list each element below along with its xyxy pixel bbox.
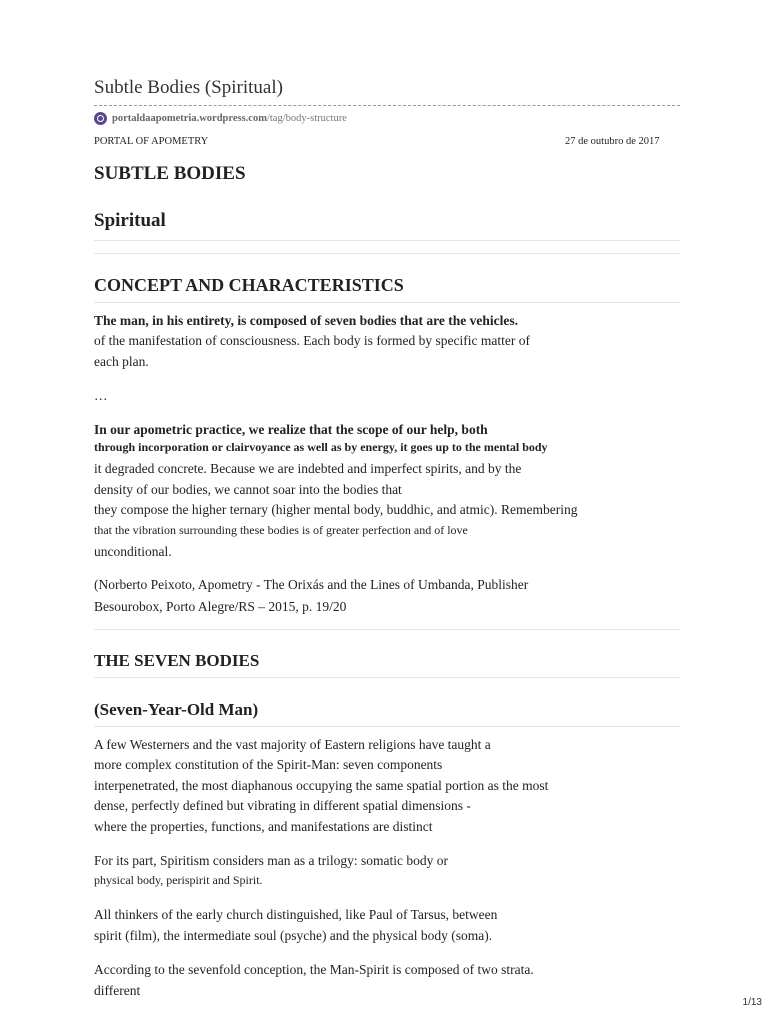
concept-p2-line6: that the vibration surrounding these bodies is of greater perfection and of love <box>94 523 468 537</box>
page-number: 1/13 <box>742 997 762 1008</box>
page-title: Subtle Bodies (Spiritual) <box>94 77 283 98</box>
seven-p4-line1: According to the sevenfold conception, the Man-Spirit is composed of two strata. <box>94 962 534 977</box>
post-date: 27 de outubro de 2017 <box>565 136 660 147</box>
seven-p1-line5: where the properties, functions, and manifestations are distinct <box>94 819 433 834</box>
concept-p2-line7: unconditional. <box>94 544 172 559</box>
seven-p3-line2: spirit (film), the intermediate soul (psyche) and the physical body (soma). <box>94 928 493 943</box>
divider <box>94 240 680 241</box>
concept-p1-line1: The man, in his entirety, is composed of seven bodies that are the vehicles. <box>94 313 518 328</box>
heading-concept: CONCEPT AND CHARACTERISTICS <box>94 275 404 295</box>
divider <box>94 302 680 303</box>
seven-p1-line3: interpenetrated, the most diaphanous occupying the same spatial portion as the most <box>94 778 549 793</box>
source-path: /tag/body-structure <box>266 113 347 124</box>
title-divider <box>94 105 680 106</box>
citation-line1: (Norberto Peixoto, Apometry - The Orixás and the Lines of Umbanda, Publisher <box>94 577 529 592</box>
concept-p2-line1: In our apometric practice, we realize that the scope of our help, both <box>94 422 488 437</box>
seven-p1-line1: A few Westerners and the vast majority of Eastern religions have taught a <box>94 737 491 752</box>
seven-p3-line1: All thinkers of the early church distinguished, like Paul of Tarsus, between <box>94 907 498 922</box>
seven-p1-line4: dense, perfectly defined but vibrating in different spatial dimensions - <box>94 798 471 813</box>
concept-p2-line5: they compose the higher ternary (higher mental body, buddhic, and atmic). Remembering <box>94 502 578 517</box>
concept-p1-line2: of the manifestation of consciousness. Each body is formed by specific matter of <box>94 333 531 348</box>
seven-p1-line2: more complex constitution of the Spirit-Man: seven components <box>94 757 443 772</box>
seven-p2-line1: For its part, Spiritism considers man as a trilogy: somatic body or <box>94 853 448 868</box>
concept-p2-line4: density of our bodies, we cannot soar into the bodies that <box>94 482 402 497</box>
divider <box>94 629 680 630</box>
concept-p1-line3: each plan. <box>94 354 149 369</box>
concept-p2-line3: it degraded concrete. Because we are indebted and imperfect spirits, and by the <box>94 461 522 476</box>
site-name: PORTAL OF APOMETRY <box>94 136 209 147</box>
citation-line2: Besourobox, Porto Alegre/RS – 2015, p. 19/20 <box>94 599 347 614</box>
heading-seven-bodies: THE SEVEN BODIES <box>94 651 260 670</box>
source-link[interactable] <box>94 112 347 125</box>
divider <box>94 253 680 254</box>
seven-p2-line2: physical body, perispirit and Spirit. <box>94 873 263 887</box>
heading-subtle-bodies: SUBTLE BODIES <box>94 163 246 184</box>
divider <box>94 677 680 678</box>
divider <box>94 726 680 727</box>
site-logo-icon <box>94 112 107 125</box>
source-domain: portaldaapometria.wordpress.com <box>112 113 267 124</box>
heading-spiritual: Spiritual <box>94 210 166 231</box>
ellipsis: … <box>94 388 108 403</box>
seven-p4-line2: different <box>94 983 141 998</box>
concept-p2-line2: through incorporation or clairvoyance as well as by energy, it goes up to the mental body <box>94 440 548 454</box>
heading-seven-year-old-man: (Seven-Year-Old Man) <box>94 700 259 719</box>
